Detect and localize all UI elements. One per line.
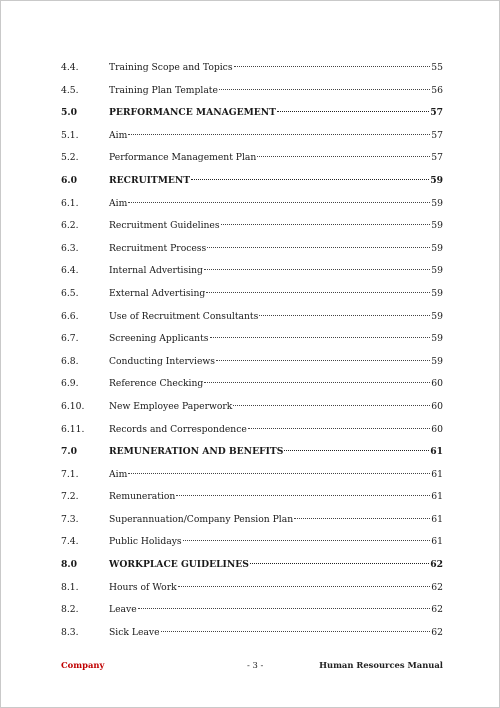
toc-entry-title: Leave [109, 604, 137, 616]
dot-leader [210, 337, 431, 338]
toc-entry-title: Aim [109, 197, 128, 209]
dot-leader [248, 428, 431, 429]
toc-entry-title: Public Holidays [109, 536, 182, 548]
toc-entry-page: 57 [430, 107, 443, 119]
toc-entry[interactable] [61, 486, 443, 509]
toc-entry-title: WORKPLACE GUIDELINES [109, 559, 249, 571]
toc-entry-title: Records and Correspondence [109, 423, 247, 435]
toc-entry-number: 6.6. [61, 310, 79, 322]
toc-entry-number: 5.2. [61, 152, 79, 164]
toc-entry-number: 5.1. [61, 129, 79, 141]
toc-entry-title: Training Plan Template [109, 84, 218, 96]
toc-entry-title: Hours of Work [109, 581, 177, 593]
toc-entry-title: REMUNERATION AND BENEFITS [109, 446, 284, 458]
toc-entry-page: 59 [431, 310, 443, 322]
toc-entry-title: Training Scope and Topics [109, 62, 233, 73]
toc-entry[interactable] [61, 193, 443, 216]
dot-leader [250, 563, 429, 564]
toc-section-entry[interactable] [61, 170, 443, 193]
toc-entry-page: 61 [431, 491, 443, 503]
toc-entry-title: Reference Checking [109, 378, 204, 390]
toc-entry[interactable] [61, 577, 443, 600]
dot-leader [219, 89, 430, 90]
dot-leader [204, 269, 430, 270]
dot-leader [294, 518, 430, 519]
toc-entry-number: 8.3. [61, 626, 79, 638]
toc-entry-number: 6.4. [61, 265, 79, 277]
toc-entry-title: Screening Applicants [109, 333, 209, 345]
dot-leader [128, 202, 430, 203]
toc-entry-title: New Employee Paperwork [109, 400, 233, 412]
toc-entry[interactable] [61, 80, 443, 103]
toc-entry[interactable] [61, 373, 443, 396]
toc-entry-page: 60 [431, 400, 443, 412]
toc-entry[interactable] [61, 283, 443, 306]
dot-leader [204, 382, 430, 383]
toc-entry-title: Performance Management Plan [109, 152, 257, 164]
toc-entry-number: 8.0 [61, 559, 77, 571]
toc-entry-page: 62 [430, 559, 443, 571]
toc-entry-title: Internal Advertising [109, 265, 203, 277]
dot-leader [206, 292, 430, 293]
toc-entry-page: 60 [431, 423, 443, 435]
toc-entry-page: 61 [431, 513, 443, 525]
toc-entry[interactable] [61, 419, 443, 442]
toc-entry-number: 6.2. [61, 220, 79, 232]
dot-leader [176, 495, 430, 496]
toc-entry[interactable] [61, 260, 443, 283]
dot-leader [138, 608, 431, 609]
toc-entry-page: 59 [431, 265, 443, 277]
toc-section-entry[interactable] [61, 554, 443, 577]
toc-entry-page: 59 [431, 355, 443, 367]
toc-entry-number: 4.4. [61, 62, 79, 73]
toc-entry-number: 6.1. [61, 197, 79, 209]
toc-entry-page: 62 [431, 581, 443, 593]
toc-entry-title: PERFORMANCE MANAGEMENT [109, 107, 276, 119]
dot-leader [284, 450, 429, 451]
toc-entry-page: 55 [431, 62, 443, 73]
toc-entry-page: 62 [431, 604, 443, 616]
toc-entry-page: 59 [431, 220, 443, 232]
dot-leader [128, 134, 430, 135]
footer-company: Company [61, 660, 105, 670]
toc-entry[interactable] [61, 147, 443, 170]
toc-entry-number: 6.11. [61, 423, 85, 435]
toc-entry[interactable] [61, 531, 443, 554]
toc-entry-number: 8.1. [61, 581, 79, 593]
toc-entry-number: 7.3. [61, 513, 79, 525]
toc-entry[interactable] [61, 622, 443, 645]
dot-leader [234, 66, 431, 67]
toc-entry-number: 6.10. [61, 400, 85, 412]
toc-entry-number: 8.2. [61, 604, 79, 616]
toc-entry[interactable] [61, 57, 443, 80]
toc-entry[interactable] [61, 306, 443, 329]
toc-entry-title: Sick Leave [109, 626, 160, 638]
toc-section-entry[interactable] [61, 441, 443, 464]
toc-entry-page: 57 [431, 129, 443, 141]
toc-entry-page: 61 [430, 446, 443, 458]
toc-entry-title: External Advertising [109, 287, 206, 299]
toc-entry[interactable] [61, 464, 443, 487]
footer-page-number: - 3 - [247, 660, 264, 670]
toc-entry-number: 7.4. [61, 536, 79, 548]
dot-leader [259, 315, 430, 316]
toc-entry-page: 62 [431, 626, 443, 638]
toc-entry-number: 5.0 [61, 107, 77, 119]
toc-entry-page: 60 [431, 378, 443, 390]
toc-entry-title: Conducting Interviews [109, 355, 215, 367]
dot-leader [221, 224, 431, 225]
toc-section-entry[interactable] [61, 102, 443, 125]
toc-entry-page: 59 [431, 333, 443, 345]
dot-leader [191, 179, 429, 180]
page-footer [61, 658, 443, 672]
toc-entry-page: 61 [431, 468, 443, 480]
toc-entry-title: Recruitment Guidelines [109, 220, 220, 232]
toc-entry-number: 7.1. [61, 468, 79, 480]
dot-leader [161, 631, 431, 632]
toc-entry-number: 4.5. [61, 84, 79, 96]
toc-entry-number: 7.0 [61, 446, 77, 458]
toc-entry-title: Remuneration [109, 491, 176, 503]
footer-manual-title: Human Resources Manual [319, 660, 443, 670]
toc-entry-title: Aim [109, 129, 128, 141]
table-of-contents [61, 57, 443, 644]
toc-entry[interactable] [61, 509, 443, 532]
toc-entry-title: Recruitment Process [109, 242, 207, 254]
toc-entry-number: 6.7. [61, 333, 79, 345]
toc-entry-page: 61 [431, 536, 443, 548]
toc-entry-page: 59 [431, 287, 443, 299]
dot-leader [257, 156, 430, 157]
toc-entry-number: 6.5. [61, 287, 79, 299]
toc-entry-title: Superannuation/Company Pension Plan [109, 513, 294, 525]
dot-leader [183, 540, 431, 541]
toc-entry-title: RECRUITMENT [109, 174, 191, 186]
toc-entry-page: 59 [431, 197, 443, 209]
toc-entry[interactable] [61, 238, 443, 261]
toc-entry-page: 59 [431, 242, 443, 254]
toc-entry[interactable] [61, 328, 443, 351]
toc-entry-page: 56 [431, 84, 443, 96]
toc-entry[interactable] [61, 396, 443, 419]
toc-entry-number: 6.9. [61, 378, 79, 390]
dot-leader [128, 473, 430, 474]
toc-entry[interactable] [61, 351, 443, 374]
toc-entry-title: Aim [109, 468, 128, 480]
dot-leader [207, 247, 430, 248]
toc-entry-number: 6.0 [61, 174, 77, 186]
toc-entry[interactable] [61, 599, 443, 622]
toc-entry-page: 57 [431, 152, 443, 164]
toc-entry-number: 6.8. [61, 355, 79, 367]
dot-leader [233, 405, 430, 406]
toc-entry-number: 6.3. [61, 242, 79, 254]
toc-entry-page: 59 [430, 174, 443, 186]
toc-entry[interactable] [61, 215, 443, 238]
toc-entry[interactable] [61, 125, 443, 148]
toc-entry-title: Use of Recruitment Consultants [109, 310, 259, 322]
dot-leader [178, 586, 431, 587]
dot-leader [216, 360, 430, 361]
toc-entry-number: 7.2. [61, 491, 79, 503]
dot-leader [277, 111, 429, 112]
